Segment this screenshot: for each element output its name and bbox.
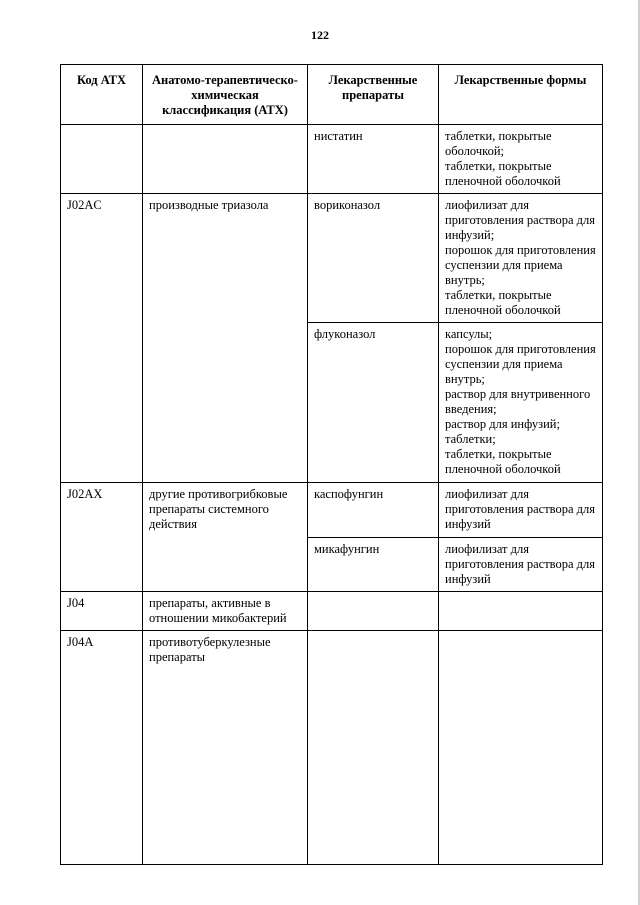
cell-drug: каспофунгин (308, 483, 439, 538)
form-item: раствор для внутривенного введения; (445, 387, 591, 416)
cell-forms (439, 483, 603, 538)
cell-forms (439, 592, 603, 631)
form-item: порошок для приготовления суспензии для приема внутрь; (445, 342, 596, 386)
table-row (61, 125, 603, 194)
form-item: лиофилизат для приготовления раствора для инфузий (445, 542, 595, 586)
cell-code: J04A (61, 631, 143, 865)
cell-classification: противотуберкулезные препараты (143, 631, 308, 865)
cell-forms (439, 631, 603, 865)
form-item: капсулы; (445, 327, 493, 341)
page-number: 122 (311, 28, 329, 42)
table-row (61, 631, 603, 865)
cell-drug (308, 631, 439, 865)
table-header-row (61, 65, 603, 125)
header-classification: Анатомо-терапевтическо-химическая классификация (АТХ) (143, 65, 308, 125)
cell-code (61, 125, 143, 194)
header-forms: Лекарственные формы (439, 65, 603, 125)
form-item: таблетки, покрытые пленочной оболочкой (445, 159, 561, 188)
form-item: лиофилизат для приготовления раствора для инфузий (445, 487, 595, 531)
cell-drug: нистатин (308, 125, 439, 194)
cell-drug (308, 592, 439, 631)
cell-forms (439, 194, 603, 323)
cell-code: J02AC (61, 194, 143, 483)
cell-drug: вориконазол (308, 194, 439, 323)
table-row (61, 194, 603, 323)
header-code: Код АТХ (61, 65, 143, 125)
form-item: таблетки, покрытые оболочкой; (445, 129, 552, 158)
form-item: порошок для приготовления суспензии для приема внутрь; (445, 243, 596, 287)
header-drugs: Лекарственные препараты (308, 65, 439, 125)
form-item: таблетки; (445, 432, 496, 446)
cell-classification: другие противогрибковые препараты системного действия (143, 483, 308, 592)
form-item: таблетки, покрытые пленочной оболочкой (445, 447, 561, 476)
cell-drug: микафунгин (308, 538, 439, 592)
form-item: таблетки, покрытые пленочной оболочкой (445, 288, 561, 317)
table-row (61, 592, 603, 631)
cell-classification: производные триазола (143, 194, 308, 483)
cell-classification (143, 125, 308, 194)
form-item: лиофилизат для приготовления раствора для инфузий; (445, 198, 595, 242)
cell-code: J02AX (61, 483, 143, 592)
cell-code: J04 (61, 592, 143, 631)
cell-drug: флуконазол (308, 323, 439, 483)
cell-forms (439, 125, 603, 194)
cell-forms (439, 323, 603, 483)
atx-drug-table (60, 64, 603, 865)
form-item: раствор для инфузий; (445, 417, 560, 431)
cell-forms (439, 538, 603, 592)
cell-classification: препараты, активные в отношении микобактерий (143, 592, 308, 631)
table-row (61, 483, 603, 538)
